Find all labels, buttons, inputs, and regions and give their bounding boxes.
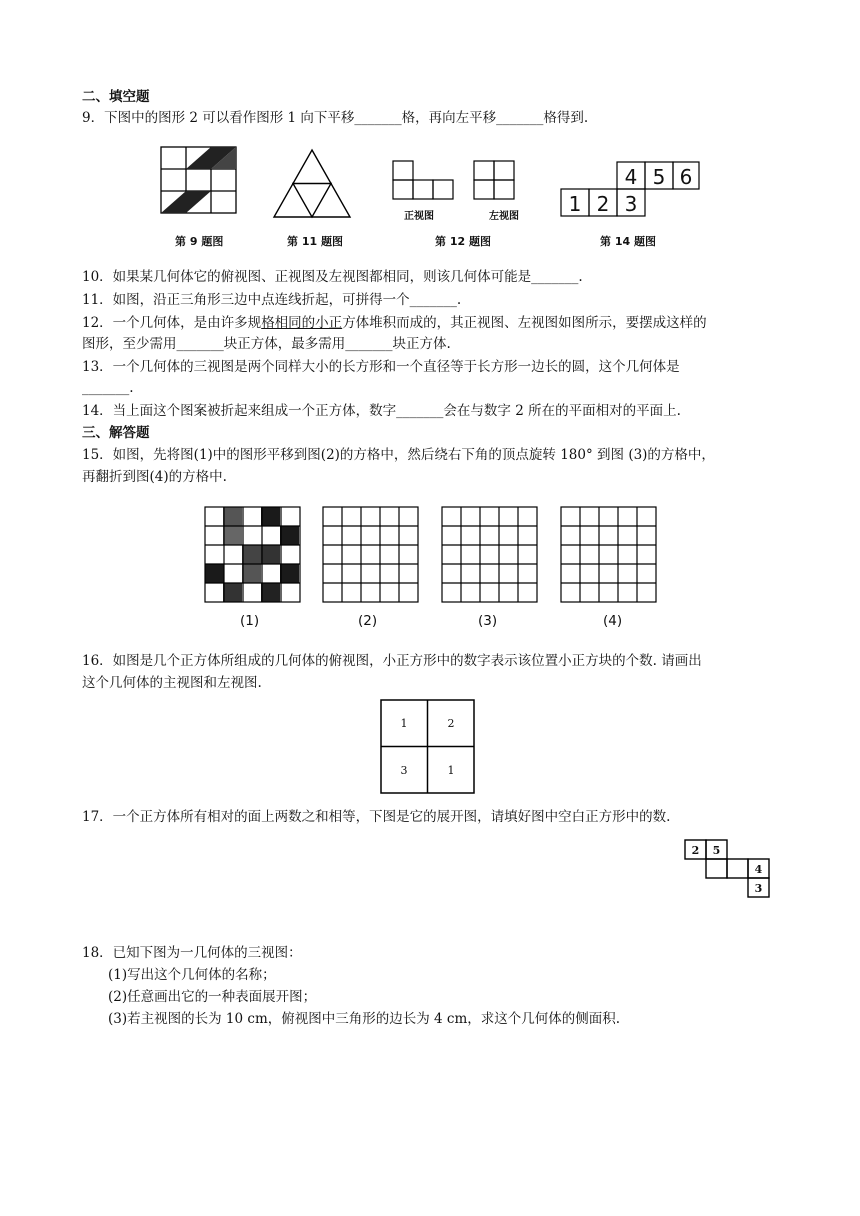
figure-9-grid xyxy=(160,146,238,216)
question-12-line1: 12．一个几何体，是由许多规格相同的小正方体堆积而成的，其正视图、左视图如图所示，要摆成这样的 xyxy=(82,315,707,331)
figure-11-triangle xyxy=(272,148,352,220)
question-10: 10．如果某几何体它的俯视图、正视图及左视图都相同，则该几何体可能是_______. xyxy=(82,269,583,285)
question-16-line2: 这个几何体的主视图和左视图. xyxy=(82,675,262,691)
question-13-line1: 13．一个几何体的三视图是两个同样大小的长方形和一个直径等于长方形一边长的圆，这个几何体是 xyxy=(82,359,680,375)
question-11: 11．如图，沿正三角形三边中点连线折起，可拼得一个_______. xyxy=(82,292,462,308)
figure-12-left-view xyxy=(473,160,517,202)
net14-cell: 1 xyxy=(568,192,582,216)
label-front-view: 正视图 xyxy=(404,211,434,222)
question-14: 14．当上面这个图案被折起来组成一个正方体，数字_______会在与数字 2 所在的平面相对的平面上. xyxy=(82,403,681,419)
figure-14-net xyxy=(560,160,700,220)
net17-cell: 5 xyxy=(712,844,721,857)
net17-cell: 3 xyxy=(754,882,763,895)
question-9: 9．下图中的图形 2 可以看作图形 1 向下平移_______格，再向左平移_______格得到. xyxy=(82,110,589,126)
figure-17-net xyxy=(684,838,772,902)
net14-cell: 3 xyxy=(624,192,638,216)
question-15-line2: 再翻折到图(4)的方格中. xyxy=(82,469,227,485)
figure-15-grid-4 xyxy=(560,506,658,604)
net14-cell: 6 xyxy=(679,165,693,189)
caption-figure-11: 第 11 题图 xyxy=(287,235,343,248)
figure-15-grid-3 xyxy=(441,506,539,604)
question-17: 17．一个正方体所有相对的面上两数之和相等，下图是它的展开图，请填好图中空白正方形中的数. xyxy=(82,809,671,825)
figure-12-front-view xyxy=(392,160,454,202)
label-grid-3: (3) xyxy=(478,613,498,629)
net14-cell: 5 xyxy=(652,165,666,189)
label-grid-4: (4) xyxy=(603,613,623,629)
label-grid-2: (2) xyxy=(358,613,378,629)
question-18: 18．已知下图为一几何体的三视图： xyxy=(82,945,302,961)
section-title-fill-in: 二、填空题 xyxy=(82,89,150,105)
caption-figure-14: 第 14 题图 xyxy=(600,235,656,248)
figure-16-top-view xyxy=(380,699,476,795)
net14-cell: 2 xyxy=(596,192,610,216)
question-15-line1: 15．如图，先将图(1)中的图形平移到图(2)的方格中，然后绕右下角的顶点旋转 180° 到图 (3)的方格中， xyxy=(82,447,715,463)
net14-cell: 4 xyxy=(624,165,638,189)
figure-15-grid-2 xyxy=(322,506,420,604)
question-18-part1: (1)写出这个几何体的名称； xyxy=(108,967,276,983)
question-12-line2: 图形，至少需用_______块正方体，最多需用_______块正方体. xyxy=(82,336,451,352)
question-18-part3: (3)若主视图的长为 10 cm，俯视图中三角形的边长为 4 cm，求这个几何体的侧面积. xyxy=(108,1011,621,1027)
top-view-cell: 1 xyxy=(400,717,408,730)
net17-cell: 4 xyxy=(754,863,763,876)
caption-figure-9: 第 9 题图 xyxy=(175,235,224,248)
top-view-cell: 3 xyxy=(400,764,408,777)
question-18-part2: (2)任意画出它的一种表面展开图； xyxy=(108,989,317,1005)
caption-figure-12: 第 12 题图 xyxy=(435,235,491,248)
section-title-answer: 三、解答题 xyxy=(82,425,150,441)
figure-15-grid-1 xyxy=(204,506,302,604)
label-grid-1: (1) xyxy=(240,613,260,629)
question-13-line2: _______. xyxy=(82,380,134,396)
question-16-line1: 16．如图是几个正方体所组成的几何体的俯视图，小正方形中的数字表示该位置小正方块的个数. 请画出 xyxy=(82,653,702,669)
top-view-cell: 1 xyxy=(447,764,455,777)
net17-cell: 2 xyxy=(691,844,700,857)
label-left-view: 左视图 xyxy=(489,211,519,222)
top-view-cell: 2 xyxy=(447,717,455,730)
